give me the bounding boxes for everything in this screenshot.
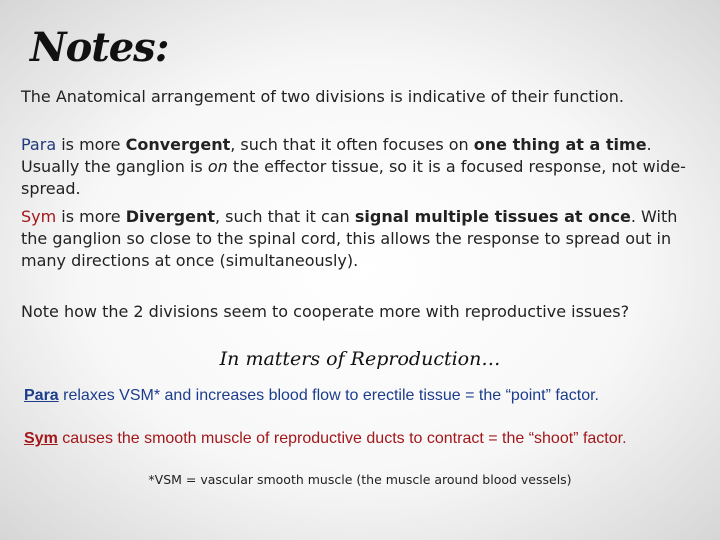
convergent-term: Convergent — [125, 135, 231, 154]
text-fragment: is more — [56, 135, 126, 154]
sym-reproduction-text: causes the smooth muscle of reproductive ducts to contract = the “shoot” factor. — [57, 430, 627, 447]
sym-tag: Sym — [24, 430, 58, 447]
note-paragraph: Note how the 2 divisions seem to cooperate more with reproductive issues? — [21, 302, 630, 321]
para-reproduction-text: relaxes VSM* and increases blood flow to erectile tissue = the “point” factor. — [58, 387, 599, 404]
text-fragment: . With the ganglion so close to the spinal cord, this allows the response to spread out in many directions at once (simultaneously). — [21, 207, 678, 270]
para-tag: Para — [24, 387, 59, 404]
vsm-footnote: *VSM = vascular smooth muscle (the muscle around blood vessels) — [148, 472, 572, 487]
reproduction-subtitle: In matters of Reproduction… — [219, 348, 501, 370]
emphasis-on: on — [207, 157, 228, 176]
text-fragment: . Usually the ganglion is — [21, 135, 652, 176]
page-title: Notes: — [30, 24, 169, 71]
sym-reproduction-line — [24, 430, 714, 448]
divergent-term: Divergent — [125, 207, 215, 226]
intro-paragraph: The Anatomical arrangement of two divisions is indicative of their function. — [21, 87, 624, 106]
sym-divergent-paragraph — [21, 206, 701, 272]
multiple-tissues-term: signal multiple tissues at once — [354, 207, 631, 226]
one-thing-term: one thing at a time — [473, 135, 647, 154]
para-reproduction-line — [24, 387, 714, 405]
text-fragment: is more — [56, 207, 126, 226]
para-convergent-paragraph — [21, 134, 701, 200]
text-fragment: the effector tissue, so it is a focused response, not wide-spread. — [21, 157, 686, 198]
text-fragment: , such that it often focuses on — [230, 135, 474, 154]
para-keyword: Para — [21, 135, 57, 154]
text-fragment: , such that it can — [214, 207, 355, 226]
sym-keyword: Sym — [21, 207, 57, 226]
